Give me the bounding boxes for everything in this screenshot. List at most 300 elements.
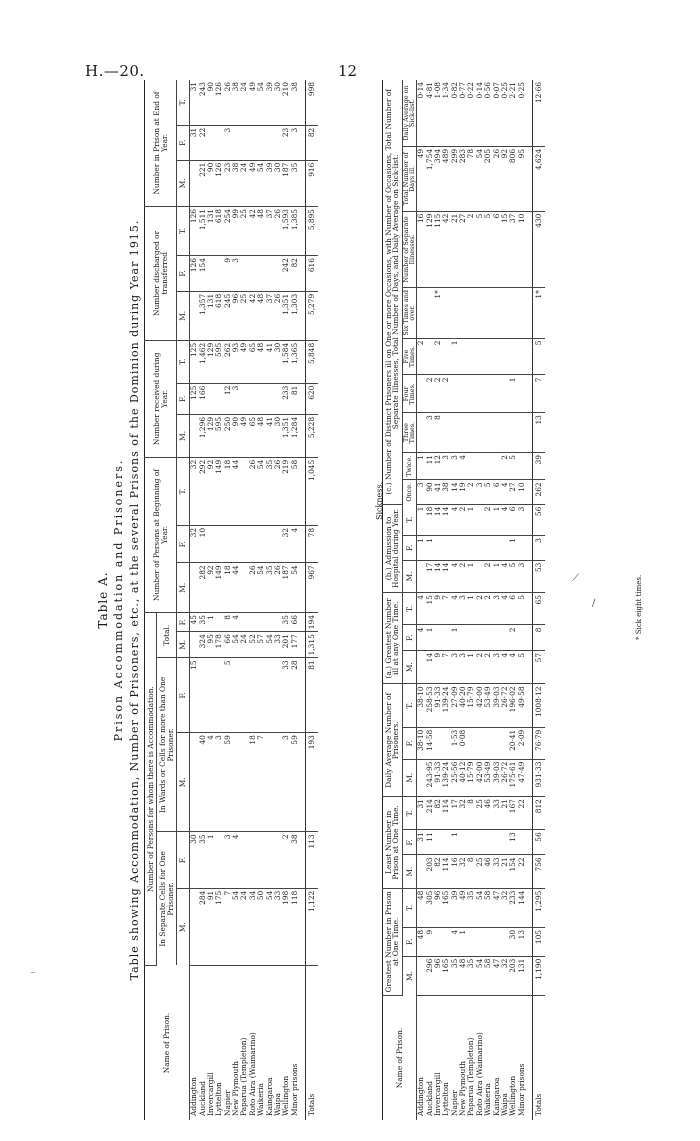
table-cell: 35: [290, 160, 298, 206]
total-cell: 76·79: [532, 727, 545, 759]
table-cell: 42: [442, 211, 450, 288]
table-cell: [189, 733, 198, 832]
table-cell: 47: [492, 888, 500, 927]
table-cell: [232, 525, 240, 562]
table-cell: 5: [517, 593, 525, 625]
table-cell: 17: [450, 797, 458, 830]
table-cell: 3: [416, 480, 425, 504]
table-cell: 243: [198, 80, 206, 125]
table-cell: 1: [459, 927, 467, 956]
table-cell: 1: [425, 625, 433, 650]
table-cell: [467, 625, 475, 650]
table-cell: [189, 160, 198, 206]
table-cell: 21: [501, 855, 509, 888]
sex-subheader: M.: [177, 563, 189, 613]
sex-subheader: F.: [177, 256, 189, 292]
prison-name: New Plymouth: [458, 1061, 468, 1116]
table-cell: [492, 727, 500, 759]
table-cell: 250: [223, 414, 231, 457]
sex-subheader: T.: [177, 80, 189, 125]
table-cell: 49: [459, 888, 467, 927]
table-cell: 25: [475, 797, 483, 830]
table-cell: 27: [509, 480, 517, 504]
table-cell: 30: [274, 414, 282, 457]
table-cell: [442, 288, 450, 338]
table-cell: 125: [189, 340, 198, 383]
table-cell: [232, 733, 240, 832]
table-cell: [459, 830, 467, 855]
total-cell: 81: [305, 658, 318, 733]
table-cell: 2: [475, 650, 483, 684]
table-cell: 90: [232, 414, 240, 457]
table-cell: 32: [501, 888, 509, 927]
table-cell: 66: [290, 613, 298, 632]
table-cell: 27: [459, 211, 467, 288]
stray-mark: ⁻: [30, 970, 36, 981]
table-cell: 26: [274, 291, 282, 340]
table-cell: [484, 927, 492, 956]
table-cell: 65: [248, 414, 256, 457]
table-cell: 39: [450, 888, 458, 927]
table-cell: [232, 658, 240, 733]
total-cell: 1*: [532, 288, 545, 338]
total-cell: 262: [532, 480, 545, 504]
table-cell: 13: [517, 927, 525, 956]
table-cell: 49: [248, 80, 256, 125]
table-cell: 144: [517, 888, 525, 927]
table-cell: 3: [517, 560, 525, 592]
table-cell: 4: [501, 480, 509, 504]
cases-header: (c.) Number of Distinct Prisoners ill on One or more Occasions, with Number of Occasions, Total Number of Separate Illnesses, Total Number of Days, and Daily Average on Sick-list.: [383, 80, 403, 504]
table-cell: [517, 830, 525, 855]
sex-subheader: F.: [177, 125, 189, 160]
prison-name: Waipa: [500, 1093, 510, 1116]
table-cell: [459, 413, 467, 453]
table-cell: 33: [492, 855, 500, 888]
five-header: Five Times.: [402, 338, 416, 375]
table-cell: 96: [433, 888, 441, 927]
table-cell: 129: [425, 211, 433, 288]
table-cell: [492, 830, 500, 855]
table-cell: 0·82: [450, 80, 458, 146]
table-cell: 9: [425, 927, 433, 956]
table-cell: 187: [282, 563, 290, 613]
total-cell: 931·33: [532, 759, 545, 797]
table-cell: 1,385: [290, 207, 298, 256]
table-cell: 65: [248, 340, 256, 383]
table-cell: [442, 625, 450, 650]
table-cell: [467, 830, 475, 855]
table-cell: [484, 536, 492, 561]
table-cell: 95: [517, 146, 525, 211]
table-cell: 0·25: [517, 80, 525, 146]
sex-subheader: M.: [177, 888, 189, 965]
table-cell: 81: [290, 383, 298, 414]
sex-subheader: M.: [177, 733, 189, 832]
prison-name: Roto Aira (Waimarino): [247, 1032, 257, 1116]
total-cell: 56: [532, 504, 545, 535]
table-cell: 14: [433, 504, 441, 535]
table-cell: 18: [223, 563, 231, 613]
table-cell: 25: [475, 855, 483, 888]
table-cell: 2: [467, 480, 475, 504]
table-cell: 32: [282, 525, 290, 562]
table-cell: [501, 413, 509, 453]
prison-name: Roto Aira (Waimarino): [474, 1032, 484, 1116]
table-cell: 284: [198, 888, 206, 965]
table-cell: 38: [442, 480, 450, 504]
table-cell: [206, 525, 214, 562]
table-cell: 2: [484, 650, 492, 684]
table-cell: [492, 413, 500, 453]
table-row: [442, 80, 450, 1120]
table-label: Table A.: [96, 571, 110, 629]
total-cell: 3: [532, 536, 545, 561]
accommodation-header: Number of Persons for whom there is Accommodation.: [145, 613, 157, 966]
table-cell: 59: [290, 733, 298, 832]
table-cell: 3: [475, 480, 483, 504]
table-cell: 47: [492, 956, 500, 995]
table-cell: 15·79: [467, 759, 475, 797]
table-cell: [265, 613, 273, 632]
table-cell: 38: [290, 832, 298, 888]
table-cell: 114: [442, 797, 450, 830]
table-cell: 26: [274, 457, 282, 525]
table-cell: 1,511: [198, 207, 206, 256]
table-row: [232, 80, 240, 1120]
table-cell: 3: [442, 453, 450, 480]
stray-mark: ⟋: [572, 573, 579, 584]
table-cell: 35: [198, 832, 206, 888]
table-cell: 3: [450, 453, 458, 480]
table-cell: 2: [282, 832, 290, 888]
table-cell: 92: [501, 146, 509, 211]
table-cell: [240, 733, 248, 832]
table-cell: [467, 375, 475, 413]
table-cell: 6: [492, 480, 500, 504]
table-cell: 1: [425, 536, 433, 561]
table-cell: 48: [416, 888, 425, 927]
table-cell: [265, 733, 273, 832]
sex-subheader: T.: [402, 684, 416, 727]
totals-label: Totals: [305, 966, 318, 1121]
table-cell: 47·49: [517, 759, 525, 797]
table-cell: 126: [189, 256, 198, 292]
table-cell: 6: [509, 593, 517, 625]
table-cell: 25·56: [450, 759, 458, 797]
table-title: Table showing Accommodation, Number of Prisoners, etc., at the several Prisons of the Dominion during Year 1915.: [128, 219, 141, 981]
table-row: [189, 80, 198, 1120]
table-cell: 175·61: [509, 759, 517, 797]
total-cell: 12·66: [532, 80, 545, 146]
table-cell: 18: [425, 504, 433, 535]
table-cell: 10: [517, 480, 525, 504]
table-cell: 14·58: [425, 727, 433, 759]
table-cell: 25: [240, 207, 248, 256]
page-number: 12: [338, 62, 358, 80]
sex-subheader: T.: [177, 457, 189, 525]
table-cell: [475, 625, 483, 650]
sex-subheader: F.: [177, 383, 189, 414]
sex-subheader: M.: [402, 650, 416, 684]
table-cell: 54: [232, 632, 240, 658]
table-row: [265, 80, 273, 1120]
table-cell: 54: [475, 888, 483, 927]
table-cell: [206, 658, 214, 733]
table-cell: 7: [257, 733, 265, 832]
table-cell: 24: [240, 888, 248, 965]
table-cell: 33: [274, 632, 282, 658]
table-cell: [416, 375, 425, 413]
table-cell: 618: [215, 291, 223, 340]
table-cell: 46: [484, 855, 492, 888]
table-cell: [475, 453, 483, 480]
table-cell: [433, 625, 441, 650]
prison-name: Wellington: [281, 1075, 291, 1116]
prison-name: Paparua (Templeton): [466, 1037, 476, 1116]
table-cell: 99: [232, 207, 240, 256]
table-cell: 37: [265, 207, 273, 256]
total-cell: 53: [532, 560, 545, 592]
total-cell: 113: [305, 832, 318, 888]
table-cell: 4: [290, 525, 298, 562]
sex-subheader: F.: [402, 536, 416, 561]
table-cell: [517, 413, 525, 453]
table-cell: 282: [198, 563, 206, 613]
table-cell: 1·08: [433, 80, 441, 146]
table-cell: 5: [509, 560, 517, 592]
table-cell: [459, 625, 467, 650]
prison-name: Lyttelton: [214, 1082, 224, 1116]
table-cell: 48: [257, 207, 265, 256]
table-cell: 8: [467, 855, 475, 888]
table-cell: [433, 727, 441, 759]
table-cell: 23: [223, 160, 231, 206]
table-cell: 4: [450, 560, 458, 592]
table-cell: 1,284: [290, 414, 298, 457]
twice-header: Twice.: [402, 453, 416, 480]
sex-subheader: M.: [177, 414, 189, 457]
table-cell: [442, 413, 450, 453]
total-cell: 812: [532, 797, 545, 830]
table-cell: 1: [492, 504, 500, 535]
table-cell: 4: [501, 650, 509, 684]
prison-name: Paparua (Templeton): [239, 1037, 249, 1116]
table-cell: [215, 383, 223, 414]
table-cell: 54: [232, 888, 240, 965]
total-header: Total.: [157, 613, 177, 658]
table-cell: [223, 525, 231, 562]
table-cell: 305: [425, 888, 433, 927]
table-cell: [416, 288, 425, 338]
table-cell: 4: [509, 650, 517, 684]
table-cell: [467, 338, 475, 375]
table-cell: 154: [198, 256, 206, 292]
sex-subheader: F.: [177, 613, 189, 632]
table-cell: 3: [459, 650, 467, 684]
table-cell: 1: [467, 593, 475, 625]
sex-subheader: F.: [402, 625, 416, 650]
table-cell: 31: [416, 830, 425, 855]
table-cell: 35: [450, 956, 458, 995]
days-ill-header: Total Number of Days ill.: [402, 146, 416, 211]
table-cell: 40: [198, 733, 206, 832]
table-cell: 54: [475, 146, 483, 211]
table-cell: 214: [425, 797, 433, 830]
table-cell: 3: [232, 256, 240, 292]
table-cell: 0·14: [416, 80, 425, 146]
table-cell: 1: [416, 536, 425, 561]
table-cell: 38·10: [416, 727, 425, 759]
prison-name: Waikeria: [256, 1083, 266, 1116]
table-cell: 32: [189, 457, 198, 525]
table-cell: [442, 338, 450, 375]
table-cell: [484, 288, 492, 338]
table-cell: 54: [265, 632, 273, 658]
table-cell: 49·58: [517, 684, 525, 727]
prison-name: Napier: [222, 1090, 232, 1116]
table-cell: [257, 832, 265, 888]
sex-subheader: M.: [402, 560, 416, 592]
table-cell: 4·81: [425, 80, 433, 146]
table-cell: 299: [450, 146, 458, 211]
table-cell: 0·25: [501, 80, 509, 146]
table-cell: 3: [425, 413, 433, 453]
table-cell: [240, 383, 248, 414]
admission-header: (b.) Admission to Hospital during Year.: [383, 504, 403, 592]
table-cell: 38: [290, 80, 298, 125]
table-cell: 32: [459, 855, 467, 888]
table-cell: 48: [459, 956, 467, 995]
table-cell: 57: [257, 632, 265, 658]
sickness-label: Sickness.: [375, 481, 384, 520]
sex-subheader: M.: [177, 291, 189, 340]
table-cell: [257, 383, 265, 414]
table-cell: 39·03: [492, 759, 500, 797]
table-cell: 203: [425, 855, 433, 888]
table-cell: [459, 338, 467, 375]
table-cell: [416, 956, 425, 995]
table-cell: 3: [282, 733, 290, 832]
table-cell: 18: [223, 457, 231, 525]
table-cell: [248, 125, 256, 160]
table-cell: 15: [501, 211, 509, 288]
table-cell: 178: [215, 632, 223, 658]
table-cell: 58: [484, 956, 492, 995]
table-cell: 82: [433, 855, 441, 888]
accommodation-table: [144, 80, 318, 1120]
total-cell: 1,045: [305, 457, 318, 525]
table-cell: 26: [274, 207, 282, 256]
b-col-name-header: Name of Prison.: [383, 996, 417, 1121]
table-cell: 16: [450, 855, 458, 888]
table-cell: 4: [416, 625, 425, 650]
table-row: [223, 80, 231, 1120]
table-cell: [206, 256, 214, 292]
table-cell: 126: [215, 80, 223, 125]
table-cell: [475, 536, 483, 561]
table-cell: 1: [206, 613, 214, 632]
table-cell: 187: [282, 160, 290, 206]
six-header: Six Times and over.: [402, 288, 416, 338]
table-cell: [492, 927, 500, 956]
table-cell: 91·33: [433, 759, 441, 797]
prison-name: Invercargill: [432, 1072, 442, 1116]
table-cell: 8: [433, 413, 441, 453]
table-cell: [206, 383, 214, 414]
total-cell: 1008·12: [532, 684, 545, 727]
total-cell: 430: [532, 211, 545, 288]
table-cell: 9: [433, 650, 441, 684]
table-row: [257, 80, 265, 1120]
table-cell: 118: [290, 888, 298, 965]
table-cell: 254: [223, 207, 231, 256]
table-cell: 40·20: [459, 684, 467, 727]
table-cell: 3: [290, 125, 298, 160]
table-cell: 1,754: [425, 146, 433, 211]
table-cell: 91: [206, 888, 214, 965]
sex-subheader: F.: [402, 927, 416, 956]
table-row: [274, 80, 282, 1120]
table-cell: [442, 727, 450, 759]
total-cell: 7: [532, 375, 545, 413]
table-cell: [467, 927, 475, 956]
total-cell: 998: [305, 80, 318, 125]
table-cell: 53·49: [484, 759, 492, 797]
table-cell: 2: [425, 375, 433, 413]
table-cell: 38·10: [416, 684, 425, 727]
table-cell: 131: [517, 956, 525, 995]
table-cell: 52: [248, 632, 256, 658]
table-cell: [484, 727, 492, 759]
table-cell: 66: [223, 632, 231, 658]
table-cell: 42·00: [475, 684, 483, 727]
table-cell: 23: [282, 125, 290, 160]
table-cell: 4: [450, 504, 458, 535]
table-row: [484, 80, 492, 1120]
table-row: [517, 80, 525, 1120]
table-cell: 32: [501, 956, 509, 995]
table-cell: 2: [442, 375, 450, 413]
table-cell: 35: [265, 457, 273, 525]
table-cell: 41: [433, 480, 441, 504]
table-cell: 39·03: [492, 684, 500, 727]
table-cell: [215, 832, 223, 888]
table-cell: [215, 125, 223, 160]
table-cell: 39: [265, 80, 273, 125]
table-cell: 41: [265, 414, 273, 457]
table-cell: 58: [290, 457, 298, 525]
table-cell: [467, 536, 475, 561]
table-cell: 196·02: [509, 684, 517, 727]
total-cell: 5,279: [305, 291, 318, 340]
table-cell: 131: [206, 291, 214, 340]
table-cell: 35: [198, 613, 206, 632]
sex-subheader: T.: [402, 888, 416, 927]
once-header: Once.: [402, 480, 416, 504]
table-cell: 5: [517, 650, 525, 684]
table-cell: 44: [232, 563, 240, 613]
table-cell: [215, 256, 223, 292]
prison-name: Napier: [449, 1090, 459, 1116]
total-cell: 5,895: [305, 207, 318, 256]
total-cell: 756: [532, 855, 545, 888]
table-cell: [442, 536, 450, 561]
table-cell: 95: [206, 632, 214, 658]
table-cell: [459, 375, 467, 413]
table-cell: [475, 727, 483, 759]
table-cell: 154: [509, 855, 517, 888]
